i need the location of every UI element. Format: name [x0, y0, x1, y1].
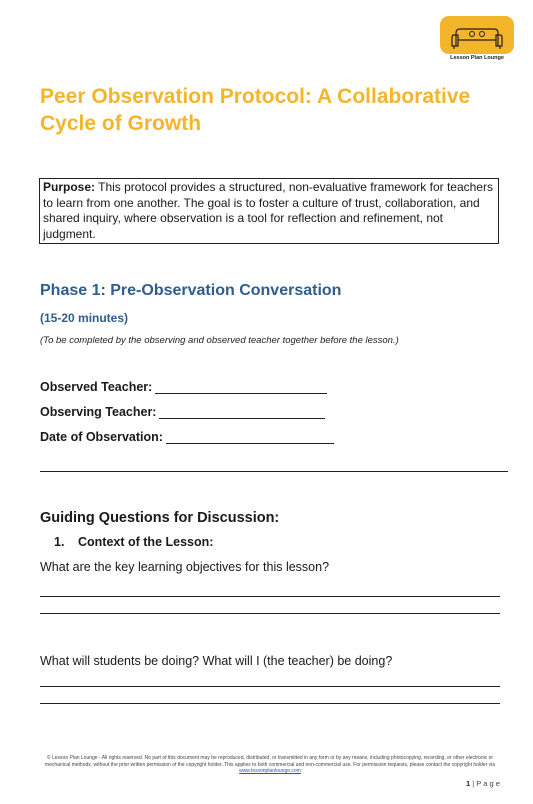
phase1-heading: Phase 1: Pre-Observation Conversation: [40, 282, 342, 299]
page-number-value: 1: [466, 779, 471, 788]
logo-brand-name: Lesson Plan Lounge: [450, 55, 504, 61]
observed-teacher-field: [40, 380, 327, 394]
purpose-text: This protocol provides a structured, non-evaluative framework for teachers to learn from one another. The goal is to foster a culture of trust, collaboration, and shared inquiry, where observation is a tool for reflection and refinement, not judgment.: [43, 180, 493, 241]
observing-teacher-label: Observing Teacher:: [40, 405, 157, 419]
question-activities: What will students be doing? What will I (the teacher) be doing?: [40, 654, 393, 668]
observing-teacher-field: [40, 405, 325, 419]
answer-line[interactable]: [40, 613, 500, 614]
phase1-duration: (15-20 minutes): [40, 311, 129, 325]
date-of-observation-blank[interactable]: [166, 431, 334, 444]
page-label: | P a g e: [470, 779, 500, 788]
copyright-footer: [40, 755, 500, 775]
copyright-text: © Lesson Plan Lounge - All rights reserved. No part of this document may be reproduced, distributed, or transmitted in any form or by any means, including photocopying, recording, or other electronic or mechanical methods, without the prior written permission of the copyright holder. This applies to both commercial and non-commercial use. For permission requests, please contact the copyright holder via: [44, 755, 496, 768]
question-objectives: What are the key learning objectives for this lesson?: [40, 560, 330, 574]
page-number: [466, 779, 500, 788]
website-link[interactable]: www.lessonplanlounge.com: [239, 768, 301, 774]
guiding-questions-heading: Guiding Questions for Discussion:: [40, 510, 280, 526]
observed-teacher-blank[interactable]: [155, 381, 327, 394]
date-of-observation-label: Date of Observation:: [40, 430, 163, 444]
brand-logo: [440, 16, 514, 61]
context-list-item: [54, 535, 213, 549]
date-of-observation-field: [40, 430, 334, 444]
document-title: Peer Observation Protocol: A Collaborative Cycle of Growth: [40, 85, 471, 135]
couch-logo-icon: [440, 16, 514, 54]
answer-line[interactable]: [40, 686, 500, 687]
list-number: 1.: [54, 535, 65, 549]
phase1-note: (To be completed by the observing and observed teacher together before the lesson.): [40, 335, 399, 346]
section-divider: [40, 471, 508, 472]
context-label: Context of the Lesson:: [78, 535, 214, 549]
answer-line[interactable]: [40, 596, 500, 597]
observed-teacher-label: Observed Teacher:: [40, 380, 153, 394]
purpose-label: Purpose:: [43, 180, 96, 194]
purpose-box: [39, 178, 499, 244]
observing-teacher-blank[interactable]: [159, 406, 325, 419]
answer-line[interactable]: [40, 703, 500, 704]
